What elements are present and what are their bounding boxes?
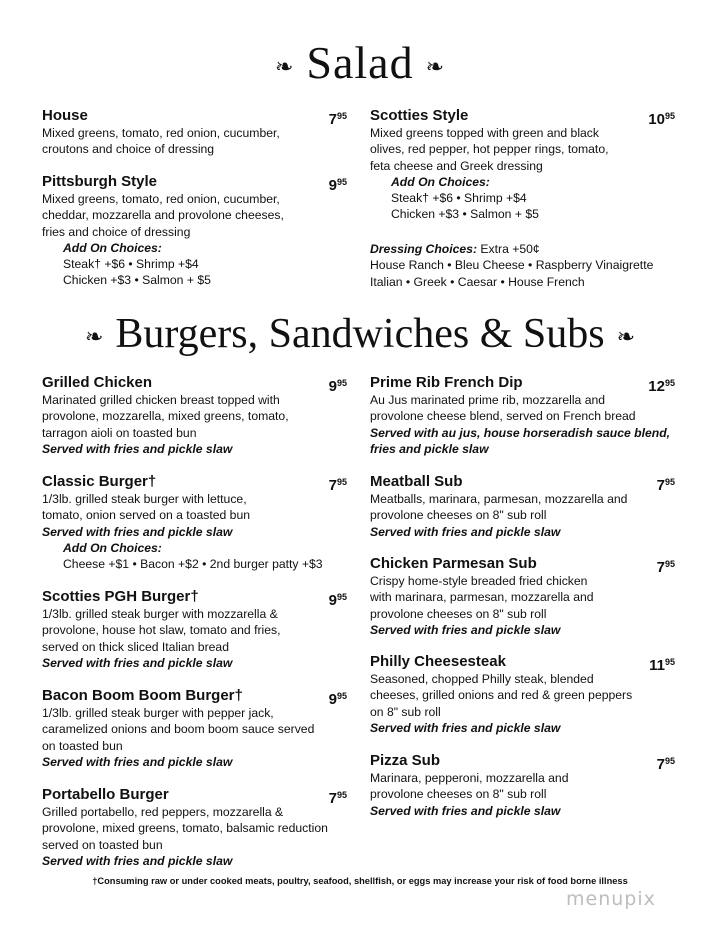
item-description-line: cheddar, mozzarella and provolone cheeses, [42, 208, 284, 223]
dressing-heading: Dressing Choices: [370, 242, 478, 256]
item-description-line: provolone, mozzarella, mixed greens, tomato, [42, 409, 289, 424]
dressing-options-line: Italian • Greek • Caesar • House French [370, 274, 585, 289]
item-description-line: tarragon aioli on toasted bun [42, 425, 197, 440]
menu-item-bacon-boom-boom-burger [42, 687, 347, 770]
menu-item-philly-cheesesteak [370, 653, 675, 736]
item-description-line: Mixed greens, tomato, red onion, cucumber, [42, 192, 280, 206]
item-description-line: provolone cheeses on 8" sub roll [370, 508, 547, 523]
item-description-line: provolone cheeses on 8" sub roll [370, 606, 547, 621]
addon-line: Chicken +$3 • Salmon + $5 [63, 273, 211, 288]
served-with-note: Served with fries and pickle slaw [370, 622, 561, 637]
item-description-line: provolone, house hot slaw, tomato and fries, [42, 623, 281, 638]
item-description-line: Mixed greens topped with green and black [370, 126, 599, 140]
item-name: Bacon Boom Boom Burger† [42, 687, 243, 704]
item-description-line: Meatballs, marinara, parmesan, mozzarella and [370, 492, 628, 506]
item-name: Chicken Parmesan Sub [370, 555, 537, 572]
menu-item-pizza-sub [370, 752, 675, 819]
item-name: Scotties Style [370, 107, 469, 124]
item-price: $10^{95}$ [648, 111, 675, 128]
served-with-note: Served with fries and pickle slaw [42, 754, 233, 769]
served-with-note: Served with fries and pickle slaw [370, 720, 561, 735]
item-price: $9^{95}$ [328, 691, 347, 708]
menu-item-meatball-sub [370, 473, 675, 540]
raw-food-disclaimer: †Consuming raw or under cooked meats, poultry, seafood, shellfish, or eggs may increase your risk of food borne illness [92, 876, 628, 886]
item-price: $7^{95}$ [328, 111, 347, 128]
served-with-note: Served with fries and pickle slaw [42, 524, 233, 539]
item-description-line: caramelized onions and boom boom sauce served [42, 722, 315, 737]
item-name: Meatball Sub [370, 473, 463, 490]
item-description-line: Marinara, pepperoni, mozzarella and [370, 771, 569, 785]
item-description-line: served on thick sliced Italian bread [42, 639, 229, 654]
item-description-line: with marinara, parmesan, mozzarella and [370, 590, 594, 605]
served-with-note: Served with fries and pickle slaw [42, 853, 233, 868]
item-name: Portabello Burger [42, 786, 169, 803]
item-description-line: provolone, mixed greens, tomato, balsamic reduction [42, 821, 328, 836]
burgers-section-title [0, 310, 720, 358]
addon-heading: Add On Choices: [63, 540, 162, 555]
served-with-note: Served with fries and pickle slaw [42, 441, 233, 456]
item-description-line: croutons and choice of dressing [42, 142, 215, 157]
item-name: Pittsburgh Style [42, 173, 158, 190]
addon-line: Steak† +$6 • Shrimp +$4 [391, 191, 527, 206]
item-description-line: Seasoned, chopped Philly steak, blended [370, 672, 594, 686]
served-with-note: Served with fries and pickle slaw [370, 524, 561, 539]
item-name: Pizza Sub [370, 752, 441, 769]
item-price: $11^{95}$ [649, 657, 675, 674]
served-with-note: fries and pickle slaw [370, 441, 489, 456]
menu-item-pittsburgh-style [42, 173, 347, 289]
menu-item-prime-rib-french-dip [370, 374, 675, 457]
item-price: $9^{95}$ [328, 592, 347, 609]
item-description-line: on toasted bun [42, 738, 123, 753]
item-price: $7^{95}$ [656, 559, 675, 576]
item-description-line: provolone cheese blend, served on French bread [370, 409, 636, 424]
addon-line: Cheese +$1 • Bacon +$2 • 2nd burger patty +$3 [63, 557, 323, 572]
menupix-watermark: menupix [566, 888, 656, 910]
item-description-line: served on toasted bun [42, 837, 163, 852]
salad-title-text: Salad [306, 37, 414, 88]
item-name: Grilled Chicken [42, 374, 153, 391]
item-description-line: Au Jus marinated prime rib, mozzarella and [370, 393, 606, 407]
item-description-line: 1/3lb. grilled steak burger with pepper jack, [42, 706, 274, 720]
item-description-line: 1/3lb. grilled steak burger with lettuce, [42, 492, 247, 506]
left-flourish-icon: ❧ [274, 54, 295, 80]
menu-item-portabello-burger [42, 786, 347, 869]
menu-item-scotties-pgh-burger [42, 588, 347, 671]
item-name: Philly Cheesesteak [370, 653, 506, 670]
item-name: House [42, 107, 88, 124]
item-name: Scotties PGH Burger† [42, 588, 199, 605]
menu-item-classic-burger [42, 473, 347, 572]
item-price: $7^{95}$ [656, 756, 675, 773]
addon-line: Steak† +$6 • Shrimp +$4 [63, 257, 199, 272]
item-description-line: on 8" sub roll [370, 704, 441, 719]
menu-item-chicken-parmesan-sub [370, 555, 675, 638]
served-with-note: Served with au jus, house horseradish sauce blend, [370, 425, 671, 440]
item-description-line: 1/3lb. grilled steak burger with mozzarella & [42, 607, 278, 621]
item-description-line: olives, red pepper, hot pepper rings, tomato, [370, 142, 609, 157]
dressing-choices [370, 241, 675, 290]
right-flourish-icon: ❧ [425, 54, 446, 80]
item-name: Classic Burger† [42, 473, 157, 490]
menu-item-grilled-chicken [42, 374, 347, 457]
item-price: $12^{95}$ [648, 378, 675, 395]
dressing-extra-price: Extra +50¢ [480, 242, 540, 256]
item-description-line: cheeses, grilled onions and red & green peppers [370, 688, 633, 703]
item-price: $7^{95}$ [328, 477, 347, 494]
item-description-line: fries and choice of dressing [42, 224, 191, 239]
addon-heading: Add On Choices: [391, 174, 490, 189]
menu-item-house [42, 107, 347, 158]
served-with-note: Served with fries and pickle slaw [42, 655, 233, 670]
addon-line: Chicken +$3 • Salmon + $5 [391, 207, 539, 222]
item-price: $9^{95}$ [328, 378, 347, 395]
item-price: $7^{95}$ [656, 477, 675, 494]
item-description-line: Crispy home-style breaded fried chicken [370, 574, 588, 588]
addon-heading: Add On Choices: [63, 240, 162, 255]
dressing-options-line: House Ranch • Bleu Cheese • Raspberry Vinaigrette [370, 258, 654, 273]
right-flourish-icon: ❧ [616, 324, 636, 350]
left-flourish-icon: ❧ [84, 324, 104, 350]
burgers-title-text: Burgers, Sandwiches & Subs [115, 311, 605, 357]
item-description-line: tomato, onion served on a toasted bun [42, 508, 251, 523]
item-description-line: Grilled portabello, red peppers, mozzarella & [42, 805, 284, 819]
item-description-line: feta cheese and Greek dressing [370, 158, 543, 173]
menu-item-scotties-style [370, 107, 675, 223]
item-description-line: Marinated grilled chicken breast topped with [42, 393, 280, 407]
item-name: Prime Rib French Dip [370, 374, 523, 391]
item-description-line: provolone cheeses on 8" sub roll [370, 787, 547, 802]
served-with-note: Served with fries and pickle slaw [370, 803, 561, 818]
item-price: $7^{95}$ [328, 790, 347, 807]
item-price: $9^{95}$ [328, 177, 347, 194]
dressing-heading-line [370, 241, 675, 257]
salad-section-title [0, 36, 720, 89]
item-description-line: Mixed greens, tomato, red onion, cucumber, [42, 126, 280, 140]
